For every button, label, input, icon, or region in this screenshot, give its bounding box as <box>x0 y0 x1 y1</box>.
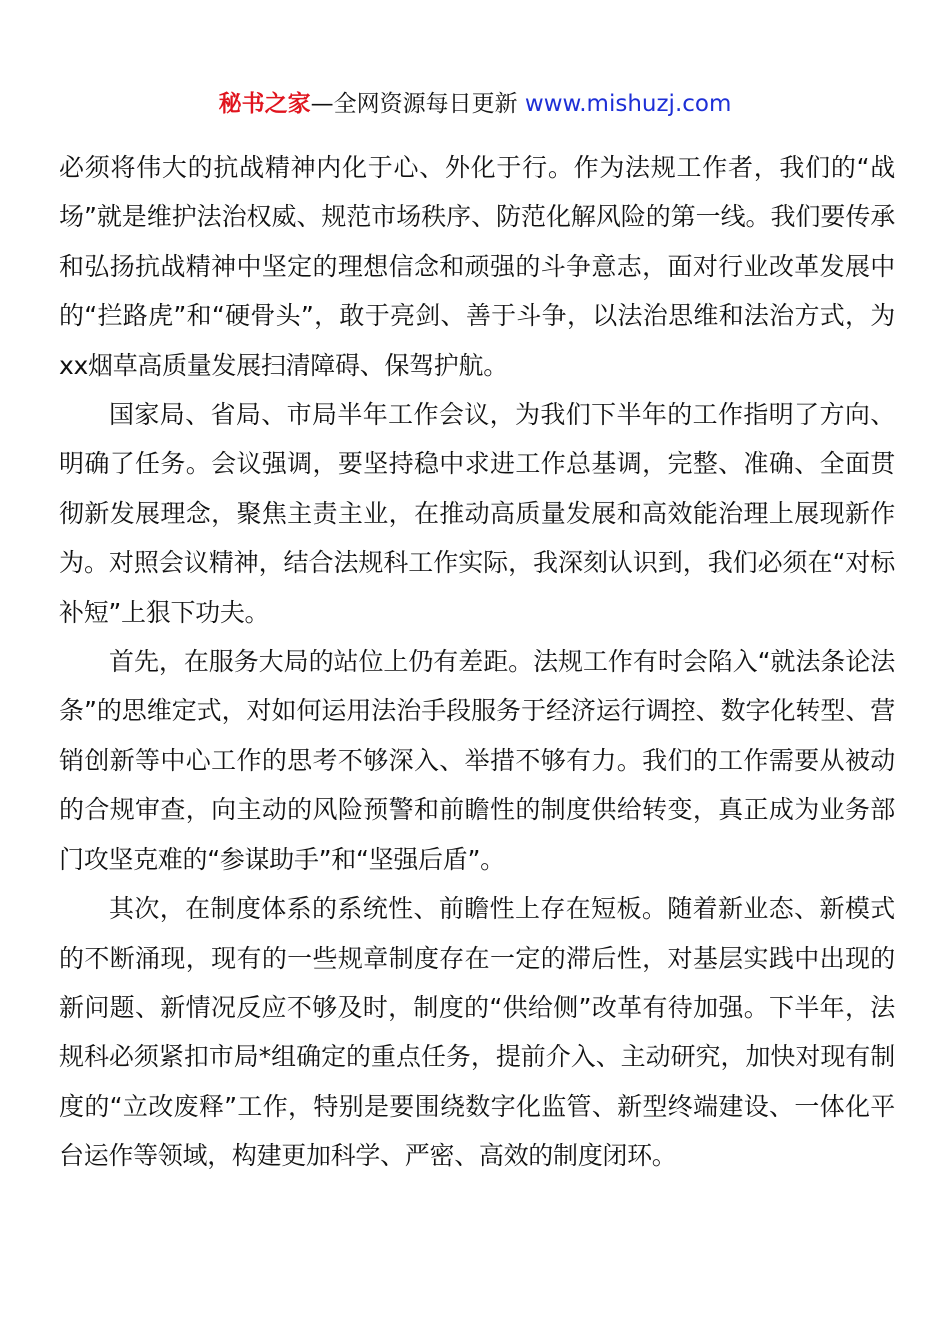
site-header <box>0 86 950 122</box>
site-tagline: —全网资源每日更新 <box>310 91 525 117</box>
paragraph-4: 其次，在制度体系的系统性、前瞻性上存在短板。随着新业态、新模式的不断涌现，现有的一些规章制度存在一定的滞后性，对基层实践中出现的新问题、新情况反应不够及时，制度的“供给侧”改革有待加强。下半年，法规科必须紧扣市局*组确定的重点任务，提前介入、主动研究，加快对现有制度的“立改废释”工作，特别是要围绕数字化监管、新型终端建设、一体化平台运作等领域，构建更加科学、严密、高效的制度闭环。 <box>59 894 895 1171</box>
document-body <box>59 143 895 1181</box>
site-url[interactable]: www.mishuzj.com <box>524 91 732 117</box>
paragraph-2: 国家局、省局、市局半年工作会议，为我们下半年的工作指明了方向、明确了任务。会议强调，要坚持稳中求进工作总基调，完整、准确、全面贯彻新发展理念，聚焦主责主业，在推动高质量发展和高效能治理上展现新作为。对照会议精神，结合法规科工作实际，我深刻认识到，我们必须在“对标补短”上狠下功夫。 <box>59 400 895 627</box>
paragraph-1: 必须将伟大的抗战精神内化于心、外化于行。作为法规工作者，我们的“战场”就是维护法治权威、规范市场秩序、防范化解风险的第一线。我们要传承和弘扬抗战精神中坚定的理想信念和顽强的斗争意志，面对行业改革发展中的“拦路虎”和“硬骨头”，敢于亮剑、善于斗争，以法治思维和法治方式，为xx烟草高质量发展扫清障碍、保驾护航。 <box>59 153 895 380</box>
site-brand: 秘书之家 <box>218 91 311 117</box>
paragraph-3: 首先，在服务大局的站位上仍有差距。法规工作有时会陷入“就法条论法条”的思维定式，对如何运用法治手段服务于经济运行调控、数字化转型、营销创新等中心工作的思考不够深入、举措不够有力。我们的工作需要从被动的合规审查，向主动的风险预警和前瞻性的制度供给转变，真正成为业务部门攻坚克难的“参谋助手”和“坚强后盾”。 <box>59 647 895 874</box>
